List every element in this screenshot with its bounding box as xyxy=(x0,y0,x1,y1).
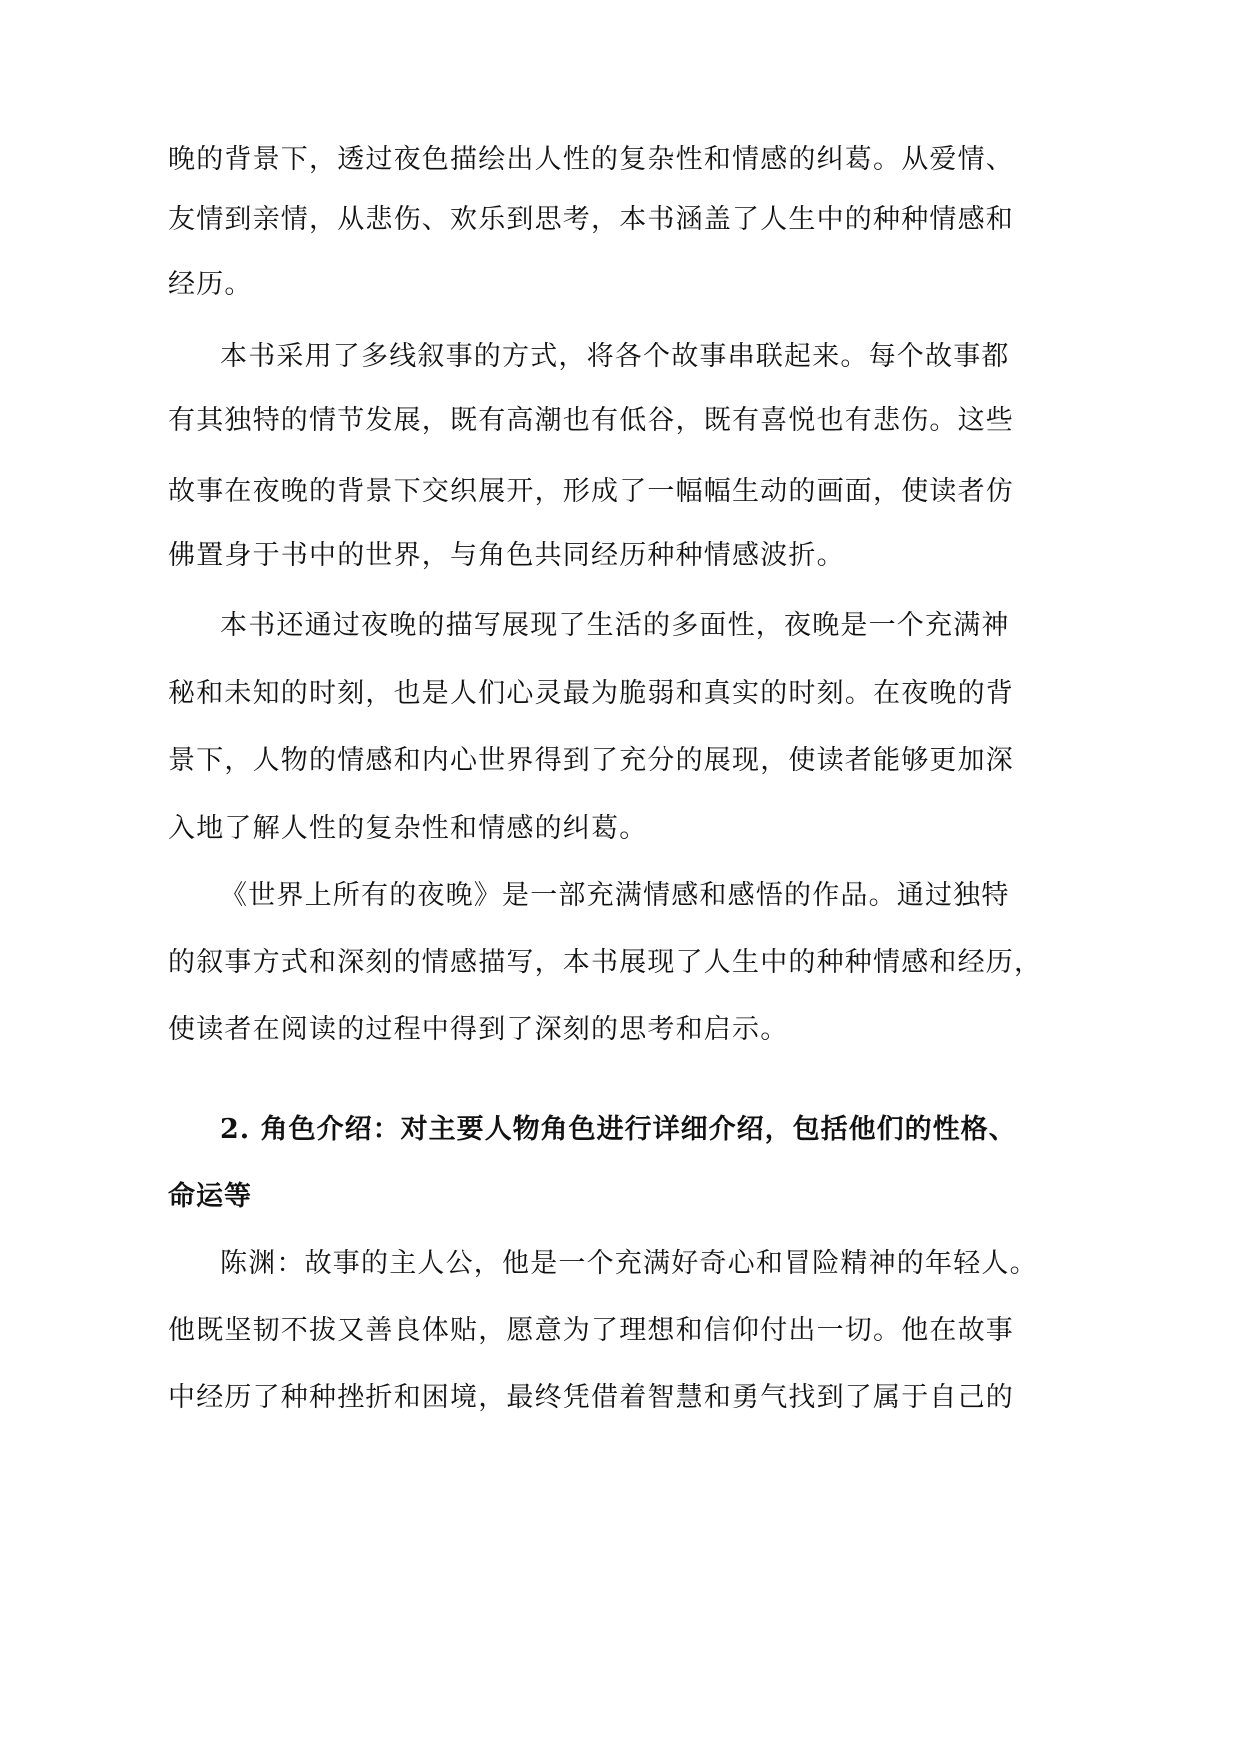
paragraph-3-line-4: 入地了解人性的复杂性和情感的纠葛。 xyxy=(168,813,648,844)
paragraph-2-line-2: 有其独特的情节发展，既有高潮也有低谷，既有喜悦也有悲伤。这些 xyxy=(168,405,1014,436)
section-heading-line-1: 2. 角色介绍：对主要人物角色进行详细介绍，包括他们的性格、 xyxy=(220,1114,1017,1145)
paragraph-1-line-1: 晚的背景下，透过夜色描绘出人性的复杂性和情感的纠葛。从爱情、 xyxy=(168,144,1014,175)
paragraph-3-line-3: 景下，人物的情感和内心世界得到了充分的展现，使读者能够更加深 xyxy=(168,745,1014,776)
paragraph-4-line-2: 的叙事方式和深刻的情感描写，本书展现了人生中的种种情感和经历， xyxy=(168,947,1043,978)
paragraph-3-line-1: 本书还通过夜晚的描写展现了生活的多面性，夜晚是一个充满神 xyxy=(220,610,1010,641)
paragraph-4-line-1: 《世界上所有的夜晚》是一部充满情感和感悟的作品。通过独特 xyxy=(220,880,1010,911)
paragraph-1-line-2: 友情到亲情，从悲伤、欢乐到思考，本书涵盖了人生中的种种情感和 xyxy=(168,204,1014,235)
paragraph-5-line-1: 陈渊：故事的主人公，他是一个充满好奇心和冒险精神的年轻人。 xyxy=(220,1248,1038,1279)
paragraph-2-line-3: 故事在夜晚的背景下交织展开，形成了一幅幅生动的画面，使读者仿 xyxy=(168,476,1014,507)
section-heading-line-2: 命运等 xyxy=(168,1181,252,1212)
paragraph-1-line-3: 经历。 xyxy=(168,269,253,300)
paragraph-3-line-2: 秘和未知的时刻，也是人们心灵最为脆弱和真实的时刻。在夜晚的背 xyxy=(168,678,1014,709)
paragraph-4-line-3: 使读者在阅读的过程中得到了深刻的思考和启示。 xyxy=(168,1014,789,1045)
paragraph-2-line-4: 佛置身于书中的世界，与角色共同经历种种情感波折。 xyxy=(168,540,845,571)
paragraph-5-line-2: 他既坚韧不拔又善良体贴，愿意为了理想和信仰付出一切。他在故事 xyxy=(168,1315,1014,1346)
paragraph-5-line-3: 中经历了种种挫折和困境，最终凭借着智慧和勇气找到了属于自己的 xyxy=(168,1382,1014,1413)
paragraph-2-line-1: 本书采用了多线叙事的方式，将各个故事串联起来。每个故事都 xyxy=(220,341,1010,372)
